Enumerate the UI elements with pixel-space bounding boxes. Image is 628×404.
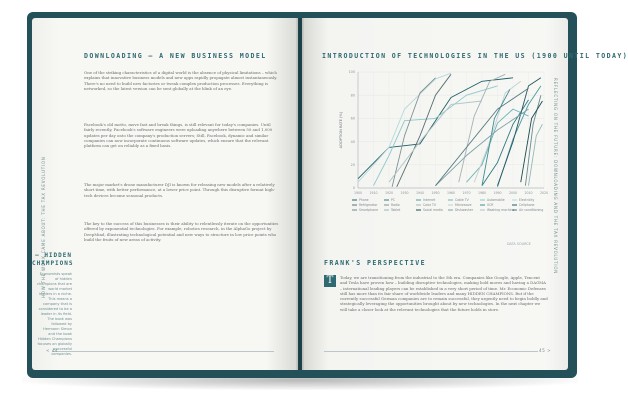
left-page [32, 18, 298, 370]
paragraph-4: The key to the success of this businesses is their ability to relentlessly iterate on the opportunities offered by exponential technologies. For example, robotics research, in the AlphaGo project by DeepMind, illustrating technological potential and new ways to structure in low price points who build the fruits of new areas of activity. [84, 221, 279, 242]
legend-entry: Social media [423, 208, 443, 212]
chart-heading: INTRODUCTION OF TECHNOLOGIES IN THE US (1900 UNTIL TODAY) [322, 52, 628, 60]
chart-caption: DATA SOURCE [507, 242, 531, 246]
section-heading: DOWNLOADING – A NEW BUSINESS MODEL [84, 52, 267, 60]
x-tick-label: 2000 [508, 191, 518, 195]
y-tick-label: 60 [350, 116, 355, 121]
left-folio: < 44 [46, 348, 59, 353]
hidden-champions-title: – HIDDEN CHAMPIONS [32, 252, 74, 267]
legend-entry: Air conditioning [519, 208, 544, 212]
paragraph-1: One of the striking characteristics of a digital world is the absence of physical limitations – which explains that innovative business models and new apps rapidly propagate almost instantaneously. There's no need to build new factories or tweak complex production processes. Everything is networked, so the latest version can be sent globally at the blink of an eye. [84, 70, 278, 91]
perspective-paragraph: Today, we are transitioning from the industrial to the 5th era. Companies like Google, Apple, Tencent and Tesla have proven how – building disruptive technologies, making bold moves and having a DAGMA – international leading players can be established in a very short period of time. Mr. Economic Defenses still has more than its fair share of worldwide leaders and many HIDDEN CHAMPIONS. But if the currently successful German companies are to remain successful, they urgently need to begin boldly and strategically leveraging the opportunities brought about by new technologies. In the next chapter we will take a closer look at the relevant technologies that the future holds in store. [340, 275, 548, 312]
dropcap: T [324, 275, 336, 287]
right-running-head: REFLECTING ON THE FUTURE: DOWNLOADING AND THE TAX REVOLUTION [553, 78, 558, 275]
x-tick-label: 1990 [493, 191, 502, 195]
series-line-radio [392, 78, 435, 187]
x-tick-label: 1940 [415, 191, 425, 195]
legend-entry: Radio [391, 203, 400, 207]
x-tick-label: 1930 [400, 191, 409, 195]
x-tick-label: 1920 [384, 191, 394, 195]
book-spine-gutter [296, 18, 304, 370]
y-tick-label: 40 [350, 139, 355, 144]
y-tick-label: 20 [350, 163, 355, 167]
x-tick-label: 2020 [539, 191, 549, 195]
y-tick-label: 100 [348, 70, 355, 75]
x-tick-label: 1910 [369, 191, 378, 195]
right-folio: 45 > [539, 348, 552, 353]
x-tick-label: 2010 [524, 191, 533, 195]
right-page [302, 18, 628, 370]
series-line-refrigerator [397, 74, 451, 187]
legend-entry: Smartphone [359, 208, 379, 212]
series-line-tablet [529, 124, 543, 185]
x-tick-label: 1980 [477, 191, 487, 195]
left-running-head: HOW THE WORK CAME ABOUT: THE TAX REVOLUTION [41, 156, 46, 298]
legend-entry: PC [391, 198, 396, 202]
legend-entry: VCR [487, 203, 494, 207]
y-axis-label: ADOPTION RATE (%) [339, 111, 343, 149]
x-tick-label: 1970 [462, 191, 471, 195]
footer-rule [324, 351, 538, 352]
legend-entry: Refrigerator [359, 203, 378, 207]
hidden-champions-text: Economists speak of hidden champions that are world market leaders in a niche. This means a company that is considered to be a leader in its field. The book was followed by Hermann Simon and the book Hidden Champions focuses on globally successful companies. [37, 272, 72, 356]
legend-entry: Automobile [487, 198, 505, 202]
legend-entry: Electricity [519, 198, 535, 202]
legend-entry: Color TV [423, 203, 437, 207]
x-tick-label: 1950 [431, 191, 440, 195]
legend-entry: Tablet [391, 208, 401, 212]
x-tick-label: 1900 [353, 191, 363, 195]
y-tick-label: 0 [352, 186, 355, 191]
legend-entry: Cellphone [519, 203, 535, 207]
legend-entry: Washing machine [487, 208, 515, 212]
legend-entry: Microwave [455, 203, 472, 207]
footer-rule [52, 351, 274, 352]
technology-adoption-chart [322, 64, 552, 214]
franks-perspective-heading: FRANK'S PERSPECTIVE [324, 259, 427, 267]
legend-entry: Cable TV [455, 198, 469, 202]
paragraph-2: Facebook's old motto, move fast and break things, is still relevant for today's companies. Until fairly recently, Facebook's software engineers were uploading anywhere between 50 and 1,000 updates per day onto the company's production servers; Still, Facebook, dynamic and similar companies can now incorporate continuous software updates, which ensure that the relevant platform can get on reliably as a fixed basis. [84, 122, 273, 149]
legend-entry: Dishwasher [455, 208, 473, 212]
legend-entry: Phone [359, 198, 369, 202]
y-tick-label: 80 [350, 93, 355, 98]
legend-entry: Internet [423, 198, 436, 202]
paragraph-3: The major market's drone manufacturer DJI is known for releasing new models after a relatively short time, with better performance, at a lower price point. Through this disruptive format high-tech devices become seasonal products. [84, 182, 275, 198]
x-tick-label: 1960 [446, 191, 456, 195]
